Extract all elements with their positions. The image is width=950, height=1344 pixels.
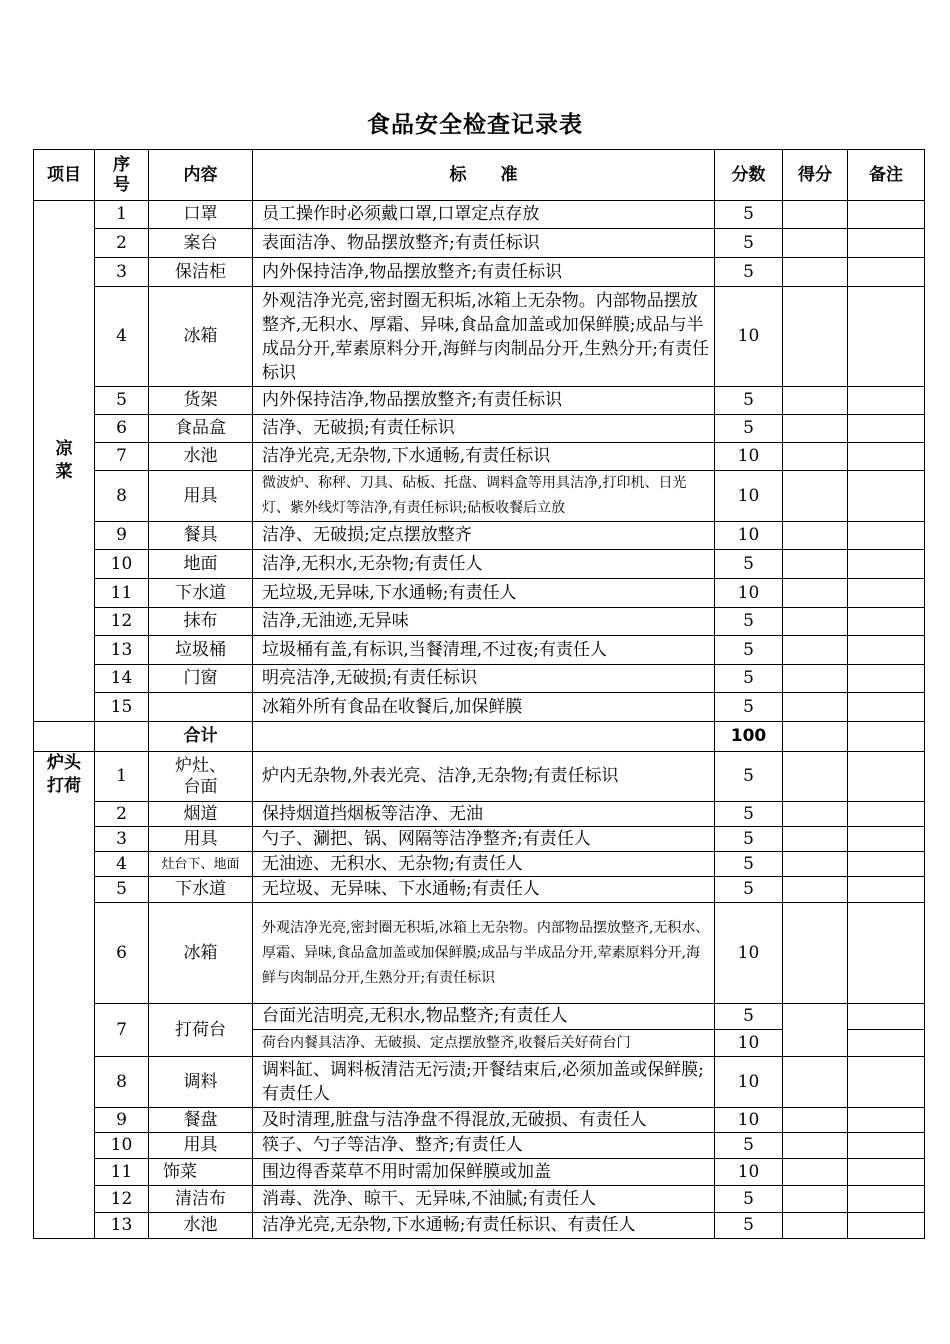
- row-standard: 冰箱外所有食品在收餐后,加保鲜膜: [253, 693, 715, 722]
- note-cell[interactable]: [848, 522, 925, 550]
- document-title: 食品安全检查记录表: [367, 111, 583, 138]
- row-score: 5: [715, 665, 783, 693]
- got-score-cell[interactable]: [783, 877, 848, 903]
- got-score-cell[interactable]: [783, 287, 848, 387]
- got-score-cell[interactable]: [783, 258, 848, 287]
- row-score: 5: [715, 415, 783, 443]
- row-score: 5: [715, 1186, 783, 1213]
- row-score: 10: [715, 287, 783, 387]
- row-item: 水池: [149, 1213, 253, 1239]
- table-row: [34, 877, 925, 903]
- row-score: 10: [715, 1159, 783, 1186]
- row-item: 保洁柜: [149, 258, 253, 287]
- total-score: 100: [715, 722, 783, 752]
- got-score-cell[interactable]: [783, 665, 848, 693]
- row-standard: 炉内无杂物,外表光亮、洁净,无杂物;有责任标识: [253, 752, 715, 802]
- got-score-cell[interactable]: [783, 579, 848, 608]
- row-score: 5: [715, 827, 783, 852]
- row-standard: 无垃圾、无异味、下水通畅;有责任人: [253, 877, 715, 903]
- row-standard: 洁净光亮,无杂物,下水通畅,有责任标识: [253, 443, 715, 471]
- row-item: 抹布: [149, 608, 253, 636]
- row-seq: 12: [95, 608, 149, 636]
- row-score: 5: [715, 693, 783, 722]
- row-standard: 外观洁净光亮,密封圈无积垢,冰箱上无杂物。内部物品摆放整齐,无积水、厚霜、异味,食品盒加盖或加保鲜膜;成品与半成品分开,荤素原料分开,海鲜与肉制品分开,生熟分开;有责任标识: [253, 287, 715, 387]
- note-cell[interactable]: [848, 827, 925, 852]
- row-item: 用具: [149, 827, 253, 852]
- row-seq: 7: [95, 443, 149, 471]
- row-seq: 4: [95, 852, 149, 877]
- note-cell[interactable]: [848, 443, 925, 471]
- note-cell[interactable]: [848, 852, 925, 877]
- got-score-cell[interactable]: [783, 1057, 848, 1108]
- row-score: 5: [715, 201, 783, 229]
- row-standard: 员工操作时必须戴口罩,口罩定点存放: [253, 201, 715, 229]
- row-standard: 表面洁净、物品摆放整齐;有责任标识: [253, 229, 715, 258]
- got-score-cell[interactable]: [783, 229, 848, 258]
- row-score: 10: [715, 471, 783, 522]
- row-item: 食品盒: [149, 415, 253, 443]
- row-item: 门窗: [149, 665, 253, 693]
- row-score: 5: [715, 1213, 783, 1239]
- got-score-cell[interactable]: [783, 415, 848, 443]
- note-cell[interactable]: [848, 1159, 925, 1186]
- row-seq: 5: [95, 877, 149, 903]
- row-standard: 调料缸、调料板清洁无污渍;开餐结束后,必须加盖或保鲜膜;有责任人: [253, 1057, 715, 1108]
- row-score: 5: [715, 636, 783, 665]
- total-row: [34, 722, 925, 752]
- note-cell[interactable]: [848, 693, 925, 722]
- header-seq: 序号: [95, 150, 149, 201]
- row-item: 用具: [149, 471, 253, 522]
- row-seq: 8: [95, 1057, 149, 1108]
- row-item: 垃圾桶: [149, 636, 253, 665]
- row-item: 下水道: [149, 877, 253, 903]
- got-score-cell[interactable]: [783, 1159, 848, 1186]
- row-seq: 9: [95, 1108, 149, 1133]
- note-cell[interactable]: [848, 415, 925, 443]
- header-got-score: 得分: [783, 150, 848, 201]
- row-seq: 2: [95, 802, 149, 827]
- row-score: 5: [715, 1133, 783, 1159]
- row-seq: 15: [95, 693, 149, 722]
- header-standard: 标 准: [253, 150, 715, 201]
- row-standard: 外观洁净光亮,密封圈无积垢,冰箱上无杂物。内部物品摆放整齐,无积水、厚霜、异味,食品盒加盖或加保鲜膜;成品与半成品分开,荤素原料分开,海鲜与肉制品分开,生熟分开;有责任标识: [253, 903, 715, 1004]
- row-item: 水池: [149, 443, 253, 471]
- row-standard: 保持烟道挡烟板等洁净、无油: [253, 802, 715, 827]
- category-stove-plating: 炉头打荷: [34, 752, 95, 1239]
- row-standard: 明亮洁净,无破损;有责任标识: [253, 665, 715, 693]
- row-score: 5: [715, 752, 783, 802]
- got-score-cell[interactable]: [783, 827, 848, 852]
- table-row: [34, 1213, 925, 1239]
- row-item: 打荷台: [149, 1004, 253, 1057]
- table-row: [34, 802, 925, 827]
- row-seq: 7: [95, 1004, 149, 1057]
- got-score-cell[interactable]: [783, 443, 848, 471]
- note-cell[interactable]: [848, 1213, 925, 1239]
- table-row: [34, 229, 925, 258]
- row-seq: 10: [95, 550, 149, 579]
- row-standard: 内外保持洁净,物品摆放整齐;有责任标识: [253, 387, 715, 415]
- table-row: [34, 1159, 925, 1186]
- row-seq: 13: [95, 636, 149, 665]
- row-score: 5: [715, 1004, 783, 1030]
- row-seq: 8: [95, 471, 149, 522]
- row-item: 下水道: [149, 579, 253, 608]
- row-seq: 6: [95, 903, 149, 1004]
- table-row: [34, 1057, 925, 1108]
- note-cell[interactable]: [848, 201, 925, 229]
- row-standard: 垃圾桶有盖,有标识,当餐清理,不过夜;有责任人: [253, 636, 715, 665]
- got-score-cell[interactable]: [783, 550, 848, 579]
- note-cell[interactable]: [848, 229, 925, 258]
- row-standard: 消毒、洗净、晾干、无异味,不油腻;有责任人: [253, 1186, 715, 1213]
- row-item: 地面: [149, 550, 253, 579]
- got-score-cell[interactable]: [783, 387, 848, 415]
- row-seq: 3: [95, 827, 149, 852]
- row-seq: 12: [95, 1186, 149, 1213]
- category-cold-dishes: 凉菜: [34, 201, 95, 722]
- got-score-cell[interactable]: [783, 471, 848, 522]
- got-score-cell[interactable]: [783, 752, 848, 802]
- row-score: 5: [715, 229, 783, 258]
- got-score-cell[interactable]: [783, 1186, 848, 1213]
- got-score-cell[interactable]: [783, 693, 848, 722]
- table-row: [34, 665, 925, 693]
- row-item: 冰箱: [149, 903, 253, 1004]
- note-cell[interactable]: [848, 722, 925, 752]
- row-standard: 无油迹、无积水、无杂物;有责任人: [253, 852, 715, 877]
- got-score-cell[interactable]: [783, 802, 848, 827]
- row-seq: 9: [95, 522, 149, 550]
- row-item: 炉灶、台面: [149, 752, 253, 802]
- row-standard: 围边得香菜草不用时需加保鲜膜或加盖: [253, 1159, 715, 1186]
- got-score-cell[interactable]: [783, 722, 848, 752]
- table-row: [34, 201, 925, 229]
- note-cell[interactable]: [848, 471, 925, 522]
- row-item: 冰箱: [149, 287, 253, 387]
- row-standard: 无垃圾,无异味,下水通畅;有责任人: [253, 579, 715, 608]
- inspection-table: [33, 149, 925, 1239]
- note-cell[interactable]: [848, 1057, 925, 1108]
- row-seq: 2: [95, 229, 149, 258]
- note-cell[interactable]: [848, 802, 925, 827]
- got-score-cell[interactable]: [783, 1213, 848, 1239]
- note-cell[interactable]: [848, 636, 925, 665]
- row-seq: 1: [95, 201, 149, 229]
- row-seq: 4: [95, 287, 149, 387]
- row-score: 5: [715, 852, 783, 877]
- total-label: 合计: [149, 722, 253, 752]
- row-seq: 14: [95, 665, 149, 693]
- got-score-cell[interactable]: [783, 1108, 848, 1133]
- note-cell[interactable]: [848, 1186, 925, 1213]
- row-score: 5: [715, 258, 783, 287]
- header-content: 内容: [149, 150, 253, 201]
- table-row: [34, 827, 925, 852]
- got-score-cell[interactable]: [783, 1133, 848, 1159]
- table-row: [34, 579, 925, 608]
- note-cell[interactable]: [848, 287, 925, 387]
- table-row: [34, 852, 925, 877]
- row-item: 饰菜: [149, 1159, 253, 1186]
- row-item: 烟道: [149, 802, 253, 827]
- row-score: 5: [715, 877, 783, 903]
- table-row: [34, 1186, 925, 1213]
- row-item: 案台: [149, 229, 253, 258]
- row-seq: 1: [95, 752, 149, 802]
- row-standard: 荷台内餐具洁净、无破损、定点摆放整齐,收餐后关好荷台门: [253, 1030, 715, 1057]
- row-seq: 3: [95, 258, 149, 287]
- row-standard: 洁净、无破损;定点摆放整齐: [253, 522, 715, 550]
- row-seq: 6: [95, 415, 149, 443]
- table-row: [34, 693, 925, 722]
- row-item: 调料: [149, 1057, 253, 1108]
- got-score-cell[interactable]: [783, 201, 848, 229]
- row-score: 10: [715, 522, 783, 550]
- row-standard: 内外保持洁净,物品摆放整齐;有责任标识: [253, 258, 715, 287]
- note-cell[interactable]: [848, 1030, 925, 1057]
- row-standard: 勺子、涮把、锅、网隔等洁净整齐;有责任人: [253, 827, 715, 852]
- note-cell[interactable]: [848, 752, 925, 802]
- row-score: 10: [715, 1030, 783, 1057]
- note-cell[interactable]: [848, 608, 925, 636]
- row-item: 货架: [149, 387, 253, 415]
- row-seq: 11: [95, 579, 149, 608]
- row-item: 餐具: [149, 522, 253, 550]
- row-score: 10: [715, 1057, 783, 1108]
- note-cell[interactable]: [848, 1133, 925, 1159]
- row-standard: 洁净、无破损;有责任标识: [253, 415, 715, 443]
- row-seq: 11: [95, 1159, 149, 1186]
- table-row: [34, 387, 925, 415]
- row-item: 清洁布: [149, 1186, 253, 1213]
- table-row: [34, 903, 925, 1004]
- got-score-cell[interactable]: [783, 903, 848, 1004]
- note-cell[interactable]: [848, 903, 925, 1004]
- row-score: 5: [715, 802, 783, 827]
- table-row: [34, 471, 925, 522]
- note-cell[interactable]: [848, 387, 925, 415]
- note-cell[interactable]: [848, 579, 925, 608]
- note-cell[interactable]: [848, 665, 925, 693]
- table-row: [34, 636, 925, 665]
- row-score: 5: [715, 387, 783, 415]
- table-row: [34, 443, 925, 471]
- header-row: [34, 150, 925, 201]
- got-score-cell[interactable]: [783, 522, 848, 550]
- row-standard: 洁净,无油迹,无异味: [253, 608, 715, 636]
- row-item: 灶台下、地面: [149, 852, 253, 877]
- row-standard: 洁净光亮,无杂物,下水通畅;有责任标识、有责任人: [253, 1213, 715, 1239]
- note-cell[interactable]: [848, 1004, 925, 1030]
- row-score: 5: [715, 608, 783, 636]
- row-seq: 10: [95, 1133, 149, 1159]
- header-category: 项目: [34, 150, 95, 201]
- row-standard: 台面光洁明亮,无积水,物品整齐;有责任人: [253, 1004, 715, 1030]
- row-item: 口罩: [149, 201, 253, 229]
- table-row: [34, 1004, 925, 1030]
- row-item: [149, 693, 253, 722]
- table-row: [34, 415, 925, 443]
- row-standard: 洁净,无积水,无杂物;有责任人: [253, 550, 715, 579]
- got-score-cell[interactable]: [783, 852, 848, 877]
- row-item: 餐盘: [149, 1108, 253, 1133]
- row-seq: 13: [95, 1213, 149, 1239]
- table-row: [34, 1133, 925, 1159]
- row-seq: 5: [95, 387, 149, 415]
- header-score: 分数: [715, 150, 783, 201]
- table-row: [34, 1108, 925, 1133]
- note-cell[interactable]: [848, 877, 925, 903]
- table-row: [34, 287, 925, 387]
- note-cell[interactable]: [848, 1108, 925, 1133]
- table-row: [34, 550, 925, 579]
- table-row: [34, 258, 925, 287]
- row-score: 10: [715, 903, 783, 1004]
- got-score-cell[interactable]: [783, 1004, 848, 1057]
- row-score: 10: [715, 443, 783, 471]
- row-score: 10: [715, 579, 783, 608]
- row-item: 用具: [149, 1133, 253, 1159]
- got-score-cell[interactable]: [783, 608, 848, 636]
- header-note: 备注: [848, 150, 925, 201]
- table-row: [34, 752, 925, 802]
- table-row: [34, 522, 925, 550]
- note-cell[interactable]: [848, 258, 925, 287]
- table-row: [34, 608, 925, 636]
- row-score: 5: [715, 550, 783, 579]
- note-cell[interactable]: [848, 550, 925, 579]
- got-score-cell[interactable]: [783, 636, 848, 665]
- row-standard: 筷子、勺子等洁净、整齐;有责任人: [253, 1133, 715, 1159]
- row-standard: 及时清理,脏盘与洁净盘不得混放,无破损、有责任人: [253, 1108, 715, 1133]
- row-standard: 微波炉、称秤、刀具、砧板、托盘、调料盒等用具洁净,打印机、日光灯、紫外线灯等洁净,有责任标识;砧板收餐后立放: [253, 471, 715, 522]
- row-score: 10: [715, 1108, 783, 1133]
